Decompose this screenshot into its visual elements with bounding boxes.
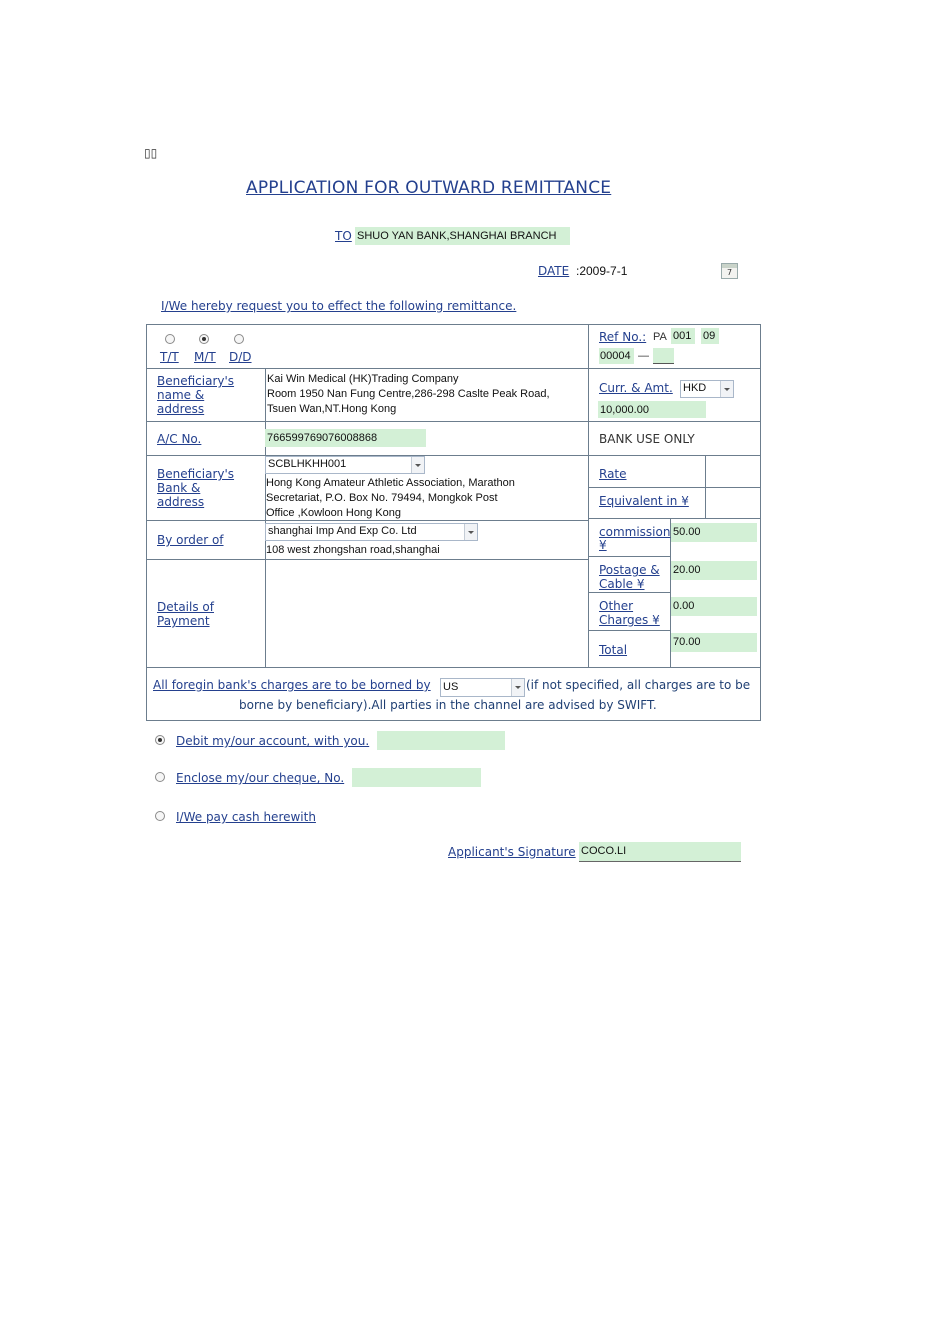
beneficiary-label: Beneficiary's name & address: [157, 374, 235, 416]
curr-amt-label: Curr. & Amt.: [599, 381, 673, 395]
ref-part3-value: 00004: [600, 350, 631, 362]
bene-bank-address[interactable]: [266, 476, 515, 521]
currency-select[interactable]: [680, 380, 734, 398]
postage-label: Postage & Cable ¥: [599, 563, 660, 591]
postage-field[interactable]: [671, 561, 757, 580]
by-order-value: shanghai Imp And Exp Co. Ltd: [268, 525, 417, 537]
signature-value: COCO.LI: [581, 845, 627, 857]
date-label: DATE: [538, 264, 570, 278]
chevron-down-icon: [411, 457, 424, 473]
commission-label: commission ¥: [599, 525, 671, 552]
ac-no-label: A/C No.: [157, 432, 202, 446]
remit-type-dd-label: D/D: [229, 350, 252, 364]
ref-part3-field[interactable]: [599, 348, 634, 364]
chevron-down-icon: [511, 679, 524, 696]
beneficiary-line: Tsuen Wan,NT.Hong Kong: [267, 403, 397, 415]
cash-option-label: I/We pay cash herewith: [176, 810, 316, 824]
chevron-down-icon: [464, 524, 477, 540]
beneficiary-line: Room 1950 Nan Fung Centre,286-298 Caslte Peak Road,: [267, 388, 550, 400]
other-charges-field[interactable]: [671, 597, 757, 616]
page-title: APPLICATION FOR OUTWARD REMITTANCE: [246, 178, 612, 198]
beneficiary-address[interactable]: [267, 372, 550, 417]
radio-tt[interactable]: [165, 334, 175, 344]
currency-value: HKD: [683, 382, 707, 394]
radio-debit[interactable]: [155, 735, 165, 745]
total-label: Total: [599, 643, 628, 657]
ref-part4-field[interactable]: [653, 348, 674, 364]
radio-mt[interactable]: [199, 334, 209, 344]
foreign-charges-note: borne by beneficiary).All parties in the channel are advised by SWIFT.: [239, 698, 657, 712]
commission-field[interactable]: [671, 523, 757, 542]
to-value: SHUO YAN BANK,SHANGHAI BRANCH: [357, 230, 557, 242]
radio-cash[interactable]: [155, 811, 165, 821]
details-field[interactable]: [267, 562, 585, 664]
ref-part1-field[interactable]: [671, 328, 695, 344]
debit-account-field[interactable]: [377, 731, 505, 750]
equivalent-label: Equivalent in ¥: [599, 494, 689, 508]
calendar-day-text: 7: [727, 268, 733, 277]
ac-no-value: 766599769076008868: [267, 432, 378, 444]
bene-bank-line: Hong Kong Amateur Athletic Association, Marathon: [266, 477, 515, 489]
other-charges-value: 0.00: [673, 600, 695, 612]
remit-type-tt-label: T/T: [160, 350, 179, 364]
total-value: 70.00: [673, 636, 701, 648]
foreign-charges-label: All foregin bank's charges are to be borned by: [153, 678, 431, 692]
beneficiary-line: Kai Win Medical (HK)Trading Company: [267, 373, 459, 385]
ref-part1-value: 001: [673, 330, 692, 342]
other-charges-label: Other Charges ¥: [599, 599, 660, 627]
by-order-address[interactable]: 108 west zhongshan road,shanghai: [266, 544, 440, 556]
signature-field[interactable]: [579, 842, 741, 862]
ref-part2-field[interactable]: [701, 328, 719, 344]
corner-mark: ▯▯: [144, 146, 158, 160]
swift-value: SCBLHKHH001: [268, 458, 347, 470]
date-value[interactable]: :2009-7-1: [576, 264, 628, 278]
details-label: Details of Payment: [157, 600, 214, 628]
bene-bank-line: Secretariat, P.O. Box No. 79494, Mongkok Post: [266, 492, 498, 504]
amount-field[interactable]: [598, 401, 706, 418]
cheque-option-label: Enclose my/our cheque, No.: [176, 771, 345, 785]
swift-select[interactable]: [265, 456, 425, 474]
by-order-label: By order of: [157, 533, 224, 547]
cheque-number-field[interactable]: [352, 768, 481, 787]
ac-no-field[interactable]: [265, 429, 426, 447]
calendar-icon[interactable]: [721, 263, 738, 279]
bank-use-only: BANK USE ONLY: [599, 432, 695, 446]
total-field[interactable]: [671, 633, 757, 652]
commission-value: 50.00: [673, 526, 701, 538]
postage-value: 20.00: [673, 564, 701, 576]
foreign-charges-tail: (if not specified, all charges are to be: [526, 678, 751, 692]
chevron-down-icon: [720, 381, 733, 397]
bene-bank-line: Office ,Kowloon Hong Kong: [266, 507, 401, 519]
request-text: I/We hereby request you to effect the following remittance.: [161, 299, 517, 313]
to-field[interactable]: [355, 227, 570, 245]
bene-bank-label: Beneficiary's Bank & address: [157, 467, 235, 509]
foreign-charges-value: US: [443, 681, 459, 693]
radio-cheque[interactable]: [155, 772, 165, 782]
rate-label: Rate: [599, 467, 627, 481]
remit-type-mt-label: M/T: [194, 350, 216, 364]
radio-dd[interactable]: [234, 334, 244, 344]
to-label: TO: [335, 229, 352, 243]
ref-separator: —: [638, 350, 649, 362]
foreign-charges-select[interactable]: [440, 678, 525, 697]
by-order-select[interactable]: [265, 523, 478, 541]
ref-part2-value: 09: [703, 330, 716, 342]
amount-value: 10,000.00: [600, 404, 649, 416]
ref-label: Ref No.:: [599, 330, 647, 344]
debit-option-label: Debit my/our account, with you.: [176, 734, 370, 748]
ref-prefix: PA: [653, 331, 667, 343]
signature-label: Applicant's Signature: [448, 845, 576, 859]
